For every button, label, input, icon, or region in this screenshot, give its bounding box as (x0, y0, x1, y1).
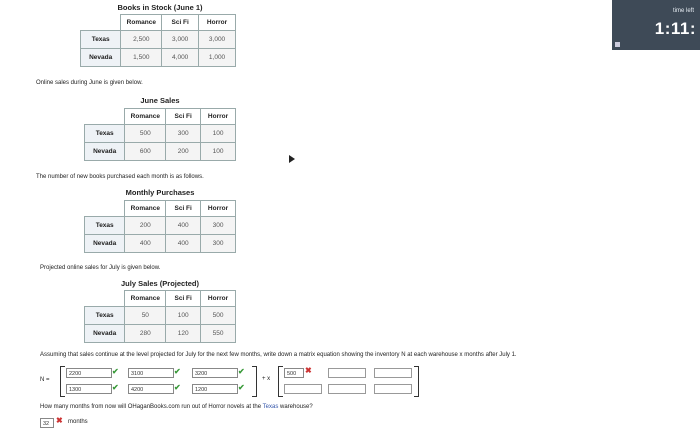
july-table-title: July Sales (Projected) (121, 279, 199, 288)
cell: 100 (166, 307, 201, 325)
wrong-x-icon: ✖ (305, 366, 312, 375)
matrix-a-r2c3-input[interactable]: 1200 (192, 384, 238, 394)
cell: 4,000 (162, 49, 199, 67)
cell: 3,000 (199, 31, 236, 49)
col-header: Horror (201, 109, 236, 125)
cell: 280 (125, 325, 166, 343)
matrix-b-r2c1-input[interactable] (284, 384, 322, 394)
cell: 1,000 (199, 49, 236, 67)
n-label: N = (40, 377, 50, 383)
question-run-out: How many months from now will OHaganBooks.com run out of Horror novels at the Texas warehouse? (40, 404, 313, 410)
months-answer-input[interactable]: 32 (40, 418, 54, 428)
cell: 600 (125, 143, 166, 161)
cell: 400 (166, 217, 201, 235)
cell: 200 (125, 217, 166, 235)
col-header: Horror (201, 291, 236, 307)
question-matrix-equation: Assuming that sales continue at the level projected for July for the next few months, write down a matrix equation showing the inventory N at each warehouse x months after July 1. (40, 352, 517, 358)
row-header: Nevada (81, 49, 121, 67)
check-icon: ✔ (112, 367, 119, 376)
monthly-table-title: Monthly Purchases (125, 188, 195, 197)
col-header: Romance (125, 291, 166, 307)
row-header: Texas (85, 217, 125, 235)
cell: 100 (201, 125, 236, 143)
june-table-title: June Sales (140, 96, 180, 105)
months-unit-label: months (68, 419, 88, 425)
col-header: Romance (121, 15, 162, 31)
check-icon: ✔ (112, 383, 119, 392)
plus-x-label: + x (262, 376, 271, 382)
cell: 1,500 (121, 49, 162, 67)
timer-panel (612, 0, 700, 50)
purchases-intro-text: The number of new books purchased each month is as follows. (36, 174, 204, 180)
stock-table (80, 14, 236, 67)
col-header: Sci Fi (162, 15, 199, 31)
row-header: Nevada (85, 325, 125, 343)
col-header: Romance (125, 201, 166, 217)
cell: 300 (166, 125, 201, 143)
cell: 2,500 (121, 31, 162, 49)
left-matrix-bracket-close (252, 366, 257, 397)
timer-value: 1:11: (654, 19, 696, 38)
cell: 400 (166, 235, 201, 253)
cell: 300 (201, 235, 236, 253)
cell: 300 (201, 217, 236, 235)
col-header: Sci Fi (166, 291, 201, 307)
matrix-b-r1c1-input[interactable]: 500 (284, 368, 304, 378)
row-header: Texas (85, 307, 125, 325)
june-intro-text: Online sales during June is given below. (36, 80, 143, 86)
texas-link: Texas (262, 404, 279, 410)
july-sales-table (84, 290, 236, 343)
check-icon: ✔ (174, 367, 181, 376)
matrix-a-r1c3-input[interactable]: 3200 (192, 368, 238, 378)
col-header: Romance (125, 109, 166, 125)
cell: 400 (125, 235, 166, 253)
col-header: Horror (199, 15, 236, 31)
left-matrix-bracket (60, 366, 65, 397)
cell: 200 (166, 143, 201, 161)
col-header: Sci Fi (166, 201, 201, 217)
right-matrix-bracket (278, 366, 283, 397)
matrix-b-r2c2-input[interactable] (328, 384, 366, 394)
matrix-a-r2c2-input[interactable]: 4200 (128, 384, 174, 394)
cursor-icon (289, 155, 295, 163)
stock-table-title: Books in Stock (June 1) (117, 3, 203, 12)
check-icon: ✔ (238, 383, 245, 392)
cell: 50 (125, 307, 166, 325)
matrix-b-r1c2-input[interactable] (328, 368, 366, 378)
cell: 500 (201, 307, 236, 325)
cell: 120 (166, 325, 201, 343)
matrix-b-r2c3-input[interactable] (374, 384, 412, 394)
row-header: Nevada (85, 235, 125, 253)
wrong-x-icon: ✖ (56, 416, 63, 425)
timer-label: time left (672, 8, 694, 14)
june-sales-table (84, 108, 236, 161)
check-icon: ✔ (174, 383, 181, 392)
col-header: Sci Fi (166, 109, 201, 125)
matrix-a-r2c1-input[interactable]: 1300 (66, 384, 112, 394)
cell: 550 (201, 325, 236, 343)
cell: 500 (125, 125, 166, 143)
col-header: Horror (201, 201, 236, 217)
july-intro-text: Projected online sales for July is given below. (40, 265, 161, 271)
matrix-b-r1c3-input[interactable] (374, 368, 412, 378)
right-matrix-bracket-close (414, 366, 419, 397)
row-header: Texas (81, 31, 121, 49)
matrix-a-r1c1-input[interactable]: 2200 (66, 368, 112, 378)
timer-toggle-icon[interactable] (615, 42, 620, 47)
row-header: Texas (85, 125, 125, 143)
check-icon: ✔ (238, 367, 245, 376)
row-header: Nevada (85, 143, 125, 161)
matrix-a-r1c2-input[interactable]: 3100 (128, 368, 174, 378)
cell: 100 (201, 143, 236, 161)
monthly-purchases-table (84, 200, 236, 253)
cell: 3,000 (162, 31, 199, 49)
